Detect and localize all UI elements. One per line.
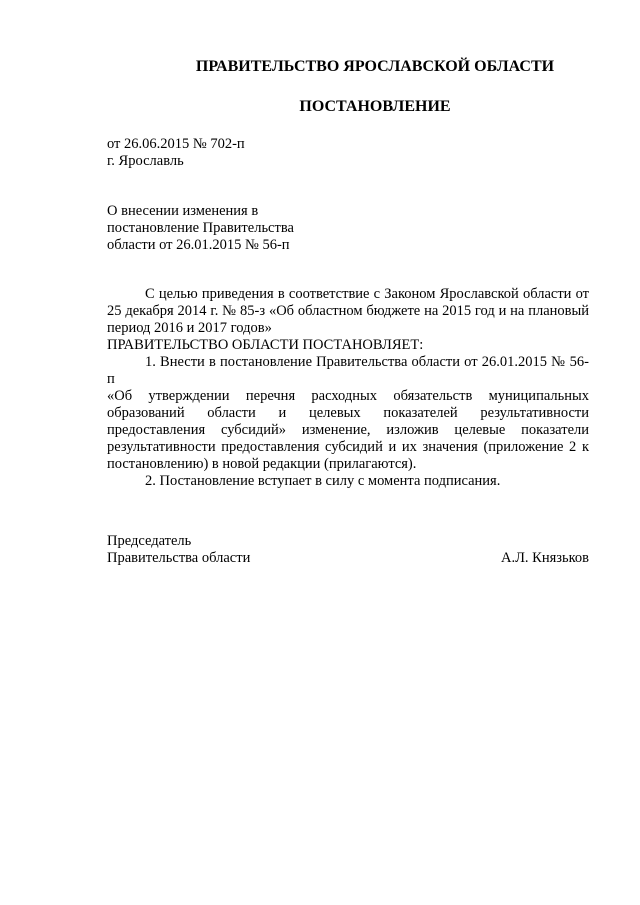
signatory-position-line: Председатель	[107, 533, 192, 549]
item-1-text: «Об утверждении перечня расходных обязательств муниципальных образований области и целевых показателей результативности предоставления субсидий» изменение, изложив целевые показатели результативности предоставления субсидий и их значения (приложение 2 к постановлению) в новой редакции (прилагаются).	[107, 388, 589, 472]
document-subject	[107, 203, 294, 254]
document-city: г. Ярославль	[107, 153, 184, 169]
document-body	[107, 286, 589, 490]
signatory-name: А.Л. Князьков	[500, 550, 589, 566]
signatory-position-line: Правительства области	[107, 550, 251, 566]
item-1-lead: 1. Внести в постановление Правительства области от 26.01.2015 № 56-п	[107, 354, 589, 387]
document-type-title: ПОСТАНОВЛЕНИЕ	[299, 98, 451, 115]
subject-line: постановление Правительства	[107, 220, 294, 236]
subject-line: области от 26.01.2015 № 56-п	[107, 237, 290, 253]
preamble-paragraph: С целью приведения в соответствие с Законом Ярославской области от 25 декабря 2014 г. № 85-з «Об областном бюджете на 2015 год и на плановый период 2016 и 2017 годов»	[107, 286, 589, 336]
document-date-number: от 26.06.2015 № 702-п	[107, 136, 245, 152]
resolves-line: ПРАВИТЕЛЬСТВО ОБЛАСТИ ПОСТАНОВЛЯЕТ:	[107, 337, 424, 353]
signature-row	[107, 550, 589, 567]
subject-line: О внесении изменения в	[107, 203, 259, 219]
organization-title: ПРАВИТЕЛЬСТВО ЯРОСЛАВСКОЙ ОБЛАСТИ	[195, 58, 555, 75]
signature-block	[107, 533, 589, 567]
item-2-text: 2. Постановление вступает в силу с момента подписания.	[145, 473, 501, 489]
